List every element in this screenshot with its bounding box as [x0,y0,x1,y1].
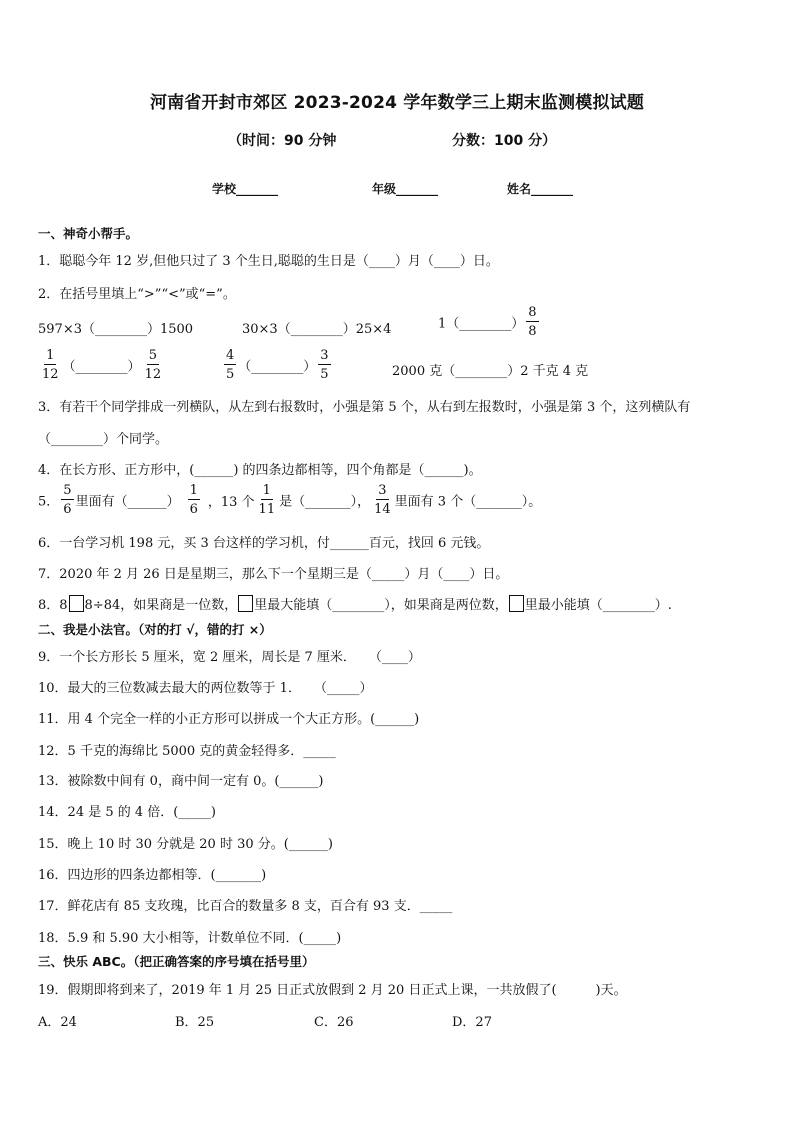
fraction-denominator: 6 [63,502,72,517]
fraction [372,484,393,516]
question-2-item-e [222,349,333,381]
fraction-numerator: 3 [320,348,329,363]
question-4: 4．在长方形、正方形中，(______) 的四条边都相等，四个角都是（______)。 [38,463,482,478]
question-2-item-c-text: 1（________） [438,316,525,332]
question-2-item-d [38,349,165,381]
blank-box[interactable] [238,595,253,612]
question-8 [38,594,672,613]
question-11: 11．用 4 个完全一样的小正方形可以拼成一个大正方形。(______) [38,712,420,727]
fraction [224,349,236,381]
question-3-line-2: （________）个同学。 [38,432,169,447]
question-15: 15．晚上 10 时 30 分就是 20 时 30 分。(______) [38,837,333,852]
fraction [61,484,73,516]
option-b[interactable]: B．25 [175,1015,215,1030]
fraction-numerator: 5 [148,348,157,363]
question-5 [38,484,541,516]
question-6: 6．一台学习机 198 元，买 3 台这样的学习机，付______百元，找回 6 元钱。 [38,536,490,551]
question-5-text-d: 里面有 3 个（_______）。 [394,494,542,510]
grade-field[interactable]: 年级_______ [372,182,439,196]
fraction [188,484,200,516]
question-13: 13．被除数中间有 0，商中间一定有 0。(______) [38,774,324,789]
fraction-numerator: 3 [378,483,387,498]
question-10: 10．最大的三位数减去最大的两位数等于 1． （_____） [38,681,373,696]
answer-blank[interactable]: （________） [238,359,317,375]
exam-score: 分数：100 分） [452,133,557,149]
question-5-text-c: ，13 个 [207,494,255,510]
question-1: 1．聪聪今年 12 岁,但他只过了 3 个生日,聪聪的生日是（____）月（____）日。 [38,254,499,269]
option-c[interactable]: C．26 [314,1015,354,1030]
fraction [143,349,164,381]
question-number: 5． [38,494,60,510]
fraction-numerator: 1 [46,348,55,363]
fraction-denominator: 6 [189,502,198,517]
question-18: 18．5.9 和 5.90 大小相等，计数单位不同．(_____) [38,931,342,946]
fraction-denominator: 14 [374,502,391,517]
question-8-text-4: 里最小能填（________）. [524,598,672,613]
fraction-denominator: 12 [144,367,162,382]
question-12: 12．5 千克的海绵比 5000 克的黄金轻得多．_____ [38,744,336,759]
question-16: 16．四边形的四条边都相等．(_______) [38,868,267,883]
question-2-item-b: 30×3（________）25×4 [242,322,392,337]
school-field[interactable]: 学校_______ [212,182,279,196]
question-2-item-c [438,306,541,338]
fraction [526,306,538,338]
question-2-item-f: 2000 克（________）2 千克 4 克 [392,364,589,379]
question-8-text-1: 8．8 [38,598,68,613]
question-9: 9．一个长方形长 5 厘米，宽 2 厘米，周长是 7 厘米． （____） [38,650,421,665]
question-8-text-2: 8÷84，如果商是一位数， [84,598,238,613]
fraction-numerator: 1 [189,483,198,498]
fraction-numerator: 5 [63,483,72,498]
question-5-text-a: 里面有（______） [75,494,180,510]
fraction-denominator: 5 [320,367,329,382]
question-14: 14．24 是 5 的 4 倍．(_____) [38,805,216,820]
question-2-item-a: 597×3（________）1500 [38,322,194,337]
option-d[interactable]: D．27 [452,1015,492,1030]
question-19: 19．假期即将到来了，2019 年 1 月 25 日正式放假到 2 月 20 日正式上课，一共放假了( )天。 [38,983,627,998]
blank-box[interactable] [509,595,524,612]
fraction-numerator: 4 [226,348,235,363]
answer-blank[interactable]: （________） [62,359,141,375]
option-a[interactable]: A．24 [38,1015,77,1030]
section-heading-1: 一、神奇小帮手。 [38,226,139,241]
name-field[interactable]: 姓名_______ [507,182,574,196]
fraction-denominator: 12 [42,367,59,382]
fraction-denominator: 11 [258,502,276,517]
section-heading-3: 三、快乐 ABC。（把正确答案的序号填在括号里） [38,954,315,969]
section-heading-2: 二、我是小法官。（对的打 √，错的打 ×） [38,622,272,637]
fraction-numerator: 1 [262,483,271,498]
question-5-text-c2: 是（_______）， [279,494,371,510]
question-8-text-3: 里最大能填（________），如果商是两位数， [254,598,508,613]
exam-time: （时间：90 分钟 [228,133,337,149]
fraction [257,484,278,516]
question-17: 17．鲜花店有 85 支玫瑰，比百合的数量多 8 支，百合有 93 支．_____ [38,899,453,914]
question-7: 7．2020 年 2 月 26 日是星期三，那么下一个星期三是（_____）月（____）日。 [38,567,509,582]
question-3-line-1: 3．有若干个同学排成一列横队，从左到右报数时，小强是第 5 个，从右到左报数时，小强是第 3 个，这列横队有 [38,400,691,415]
fraction-denominator: 8 [528,324,537,339]
page-title: 河南省开封市郊区 2023-2024 学年数学三上期末监测模拟试题 [149,93,645,113]
fraction-denominator: 5 [226,367,235,382]
fraction-numerator: 8 [528,305,537,320]
fraction [40,349,61,381]
blank-box[interactable] [69,595,84,612]
question-2: 2．在括号里填上“>”“<”或“=”。 [38,287,236,302]
fraction [318,349,330,381]
